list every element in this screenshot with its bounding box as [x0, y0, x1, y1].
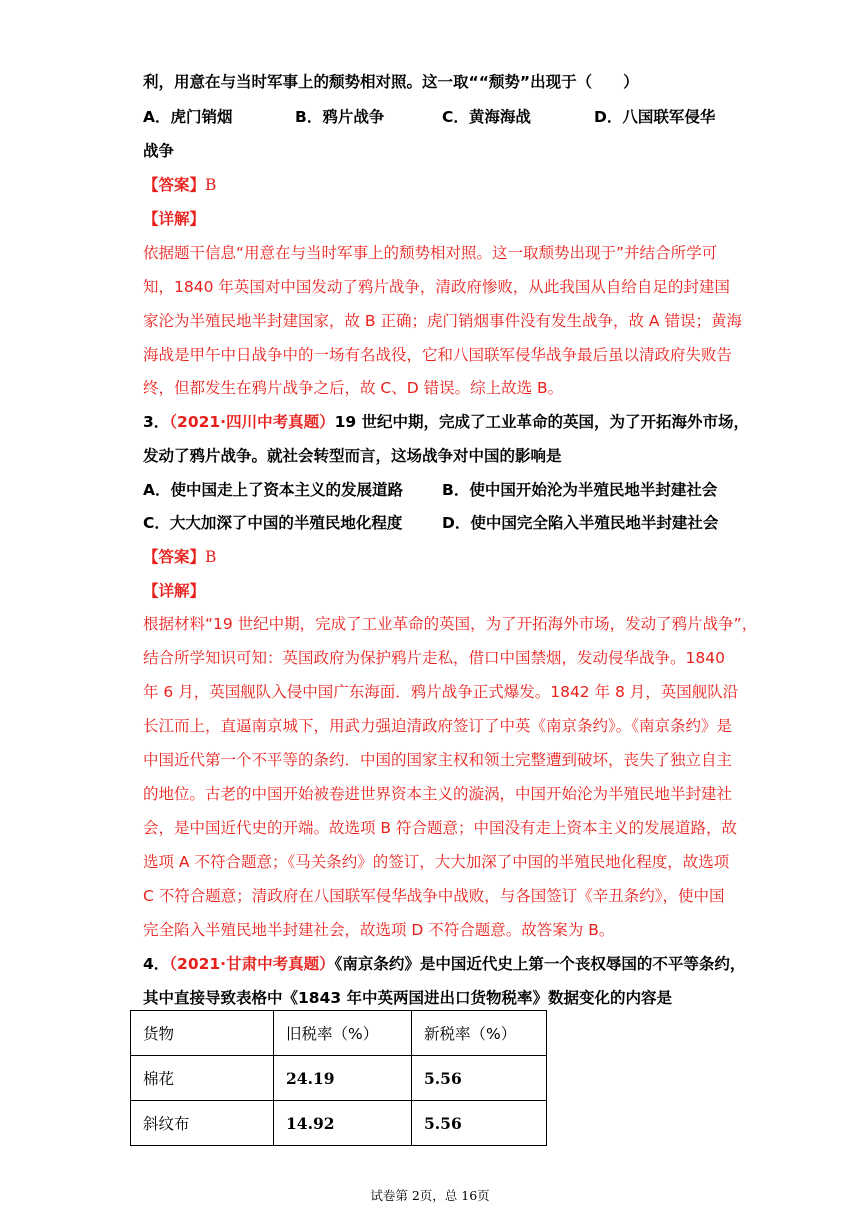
q3-option-b: B．使中国开始沦为半殖民地半封建社会 — [442, 481, 718, 499]
table-header-cell: 货物 — [131, 1011, 274, 1056]
q3-stem: 19 世纪中期，完成了工业革命的英国，为了开拓海外市场， — [334, 413, 750, 431]
q2-option-d: D．八国联军侵华 — [594, 108, 716, 126]
q2-detail-label: 【详解】 — [143, 210, 206, 228]
q3-detail-line: C 不符合题意；清政府在八国联军侵华战争中战败，与各国签订《辛丑条约》，使中国 — [143, 887, 725, 905]
q2-option-b: B．鸦片战争 — [295, 108, 385, 126]
q4-stem-line2: 其中直接导致表格中《1843 年中英两国进出口货物税率》数据变化的内容是 — [143, 989, 673, 1007]
table-row — [131, 1056, 547, 1101]
q2-detail-line: 终，但都发生在鸦片战争之后，故 C、D 错误。综上故选 B。 — [143, 379, 564, 397]
answer-label: 【答案】 — [143, 176, 206, 194]
q3-detail-line: 选项 A 不符合题意；《马关条约》的签订，大大加深了中国的半殖民地化程度，故选项 — [143, 853, 730, 871]
table-row — [131, 1101, 547, 1146]
answer-value: B — [205, 176, 217, 194]
answer-label: 【答案】 — [143, 548, 206, 566]
table-cell: 24.19 — [274, 1056, 412, 1101]
q3-option-a: A．使中国走上了资本主义的发展道路 — [143, 481, 403, 499]
q2-detail-line: 依据题干信息“用意在与当时军事上的颓势相对照。这一取颓势出现于”并结合所学可 — [143, 244, 718, 262]
q3-answer — [143, 547, 216, 567]
q3-detail-line: 结合所学知识可知：英国政府为保护鸦片走私，借口中国禁烟，发动侵华战争。1840 — [143, 649, 725, 667]
q4-stem-line1 — [143, 954, 745, 974]
q3-option-c: C．大大加深了中国的半殖民地化程度 — [143, 514, 403, 532]
tax-rate-table — [130, 1010, 547, 1146]
q3-detail-line: 会，是中国近代史的开端。故选项 B 符合题意；中国没有走上资本主义的发展道路，故 — [143, 819, 737, 837]
q3-stem-line1 — [143, 412, 749, 432]
q3-option-d: D．使中国完全陷入半殖民地半封建社会 — [442, 514, 719, 532]
table-cell: 5.56 — [412, 1056, 547, 1101]
q3-detail-line: 年 6 月，英国舰队入侵中国广东海面．鸦片战争正式爆发。1842 年 8 月，英国舰队沿 — [143, 683, 739, 701]
q3-detail-line: 的地位。古老的中国开始被卷进世界资本主义的漩涡，中国开始沦为半殖民地半封建社 — [143, 785, 733, 803]
q4-source: （2021·甘肃中考真题） — [169, 955, 335, 973]
table-cell: 14.92 — [274, 1101, 412, 1146]
q2-option-a: A．虎门销烟 — [143, 108, 233, 126]
q3-number: 3． — [143, 413, 170, 431]
table-cell: 棉花 — [131, 1056, 274, 1101]
q2-detail-line: 海战是甲午中日战争中的一场有名战役，它和八国联军侵华战争最后虽以清政府失败告 — [143, 346, 733, 364]
answer-value: B — [205, 548, 217, 566]
table-header-cell: 新税率（%） — [412, 1011, 547, 1056]
q2-detail-line: 家沦为半殖民地半封建国家，故 B 正确；虎门销烟事件没有发生战争，故 A 错误；黄海 — [143, 312, 742, 330]
table-cell: 斜纹布 — [131, 1101, 274, 1146]
q3-detail-line: 长江而上，直逼南京城下，用武力强迫清政府签订了中英《南京条约》。《南京条约》是 — [143, 717, 733, 735]
q3-detail-line: 根据材料“19 世纪中期，完成了工业革命的英国，为了开拓海外市场，发动了鸦片战争”， — [143, 615, 758, 633]
q4-number: 4． — [143, 955, 170, 973]
q4-stem: 《南京条约》是中国近代史上第一个丧权辱国的不平等条约， — [334, 955, 746, 973]
q3-stem-line2: 发动了鸦片战争。就社会转型而言，这场战争对中国的影响是 — [143, 447, 562, 465]
q3-detail-line: 中国近代第一个不平等的条约．中国的国家主权和领土完整遭到破坏，丧失了独立自主 — [143, 751, 733, 769]
q2-stem-tail: 利，用意在与当时军事上的颓势相对照。这一取““颓势”出现于（ ） — [143, 73, 639, 91]
q2-detail-line: 知，1840 年英国对中国发动了鸦片战争，清政府惨败，从此我国从自给自足的封建国 — [143, 278, 730, 296]
q2-answer — [143, 175, 216, 195]
q3-detail-label: 【详解】 — [143, 582, 206, 600]
table-header-row — [131, 1011, 547, 1056]
q2-option-wrap: 战争 — [143, 142, 175, 160]
table-cell: 5.56 — [412, 1101, 547, 1146]
table-header-cell: 旧税率（%） — [274, 1011, 412, 1056]
q2-option-c: C．黄海海战 — [442, 108, 531, 126]
page-footer: 试卷第 2页，总 16页 — [370, 1188, 490, 1203]
q3-source: （2021·四川中考真题） — [169, 413, 335, 431]
q3-detail-line: 完全陷入半殖民地半封建社会，故选项 D 不符合题意。故答案为 B。 — [143, 921, 615, 939]
